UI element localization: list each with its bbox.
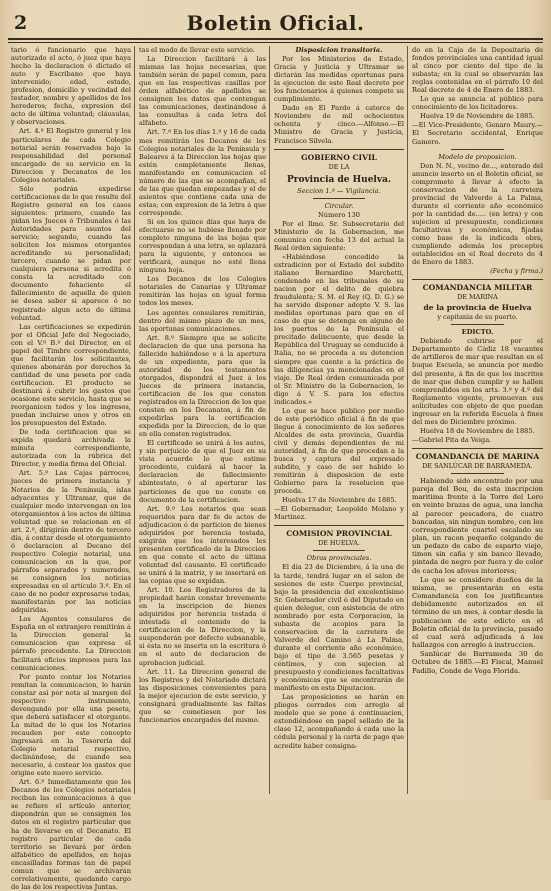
section-subheading: DE HUELVA. <box>318 539 360 548</box>
signature: (Fecha y firma.) <box>490 267 543 276</box>
paragraph: Huelva 17 de Noviembre de 1885. <box>282 496 397 505</box>
paragraph: Lo que se hace público por medio de este periódico oficial á fin de que llegue á conocimiento de los señores Alcaldes de esta provincia, Guardia civil y demás dependientes de mi autoridad, á fin de que procedan a la busca y captura del expresado subdito, y caso de ser habido lo remitirán á disposicion de este Gobierno para la resolucion que proceda. <box>274 406 404 496</box>
paragraph: Lo que se anuncia al público para conocimiento de los licitadores. <box>412 95 543 112</box>
page-header <box>8 10 543 36</box>
paragraph: Los Agentes consulares de España en el extranjero remitirán á la Direccion general la comunicacion que expresa el párrafo precedente. La Direccion facilitará oficios impresos para las comunicaciones. <box>11 615 131 672</box>
page-number: 2 <box>14 12 28 34</box>
short-divider <box>451 149 503 150</box>
section-subheading: y capitania de su puerto. <box>437 313 518 322</box>
section-heading: COMANDANCIA DE MARINA <box>415 451 540 461</box>
paragraph: Por el Ilmo. Sr. Subsecretario del Ministerio de la Gobernacion, me comunica con fecha 13 del actual la Real órden siguiente: <box>274 219 404 252</box>
column-2 <box>139 46 266 796</box>
paragraph: Las proposiciones se harán en pliegos cerrados con arreglo al modelo que se pone á continuacion, extendiéndose en papel sellado de la clase 12, acompañando á cada uno la cédula personal y la carta de pago que acredite haber consigna- <box>274 693 404 750</box>
paragraph: El dia 23 de Diciembre, á la una de la tarde, tendrá lugar en el salon de sesiones de este Cuerpo provincial, bajo la presidencia del excelentísimo Sr. Gobernador civil ó del Diputado en quien delegue, con asistencia de otro nombrado por esta Corporacion, la subasta de acopios para la conservacion de la carretera de Valverde del Camino á La Palma, durante el corriente año económico, bajo el tipo de 3.565 pesetas y céntimos, y con sujecion al presupuesto y condiciones facultativas y económicas que se encontrarán de manifiesto en esta Diputacion. <box>274 563 404 693</box>
column-divider <box>269 46 270 794</box>
paragraph: La Direccion facilitará á las mismas las hojas necesarias, que también serán de papel comun, para que en las respectivas casillas por órden alfabético de apellidos se consignen los datos que contengan las comunicaciones, destinándose á las consultas á cada letra del alfabeto. <box>139 55 266 128</box>
section-heading: COMISION PROVINCIAL <box>286 529 392 539</box>
section-heading: de la provincia de Huelva <box>423 303 532 313</box>
paragraph: Art. 6.º Inmediatamente que los Decanos de los Colegios notariales reciban las comunicaciones á que se refiere el artículo anterior, dispondrán que se consignen los datos en el registro particular que ha de llevarse en el Decanato. El registro particular de cada territorio se llevará por órden alfabético de apellidos, en hojas encasilladas formas tan de papel comun que se archivarán correlativamente, quedando cargo de las de los respectivas Juntas. <box>11 778 131 891</box>
section-divider <box>412 279 543 280</box>
paragraph: Si en los quince días que haya de efectuarse no se hubiese llenado por completo ninguna de las hojas que correspondan á una letra, se aplazará para la siguiente, y entonces se verificará, aunque no esté llena ninguna hoja. <box>139 217 266 275</box>
paragraph: Por los Ministerios de Estado, Gracia y Justicia y Ultramar se dictarán las medidas oportunas para la ejecucion de este Real decreto por los funcionarios á quienes compete su cumplimiento. <box>274 55 404 104</box>
section-divider <box>274 525 404 526</box>
paragraph: Por punto contar los Notarios remitan la comunicacion, lo harán constar así por nota al margen del respectivo instrumento, devengando por ella una peseta, que deberá satisfacer el otorgante. La mitad de lo que los Notarios recauden por este concepto ingresará en la Tesorería del Colegio notarial respectivo, declinándose, de cuando sea necesario, á costear los gastos que origine este nuevo servicio. <box>11 672 131 778</box>
section-divider <box>412 448 543 449</box>
signature: —El Vice-Presidente, Genaro Maury.—El Secretario accidental, Enrique Gamero. <box>412 121 543 146</box>
short-divider <box>451 324 503 325</box>
header-rule <box>8 38 543 40</box>
paragraph: Sólo podrán expedirse certificaciones de lo que resulte del Registro general en los casos siguientes: primero, cuando las pidan los Jueces ó Tribunales ó las Autoridades para asuntos del servicio; segundo, cuando las soliciten los mismos otorgantes acreditando su personalidad; tercero, cuando se pidan por cualquiera persona si acredita ó consta la acreditado con documento fehaciente el fallecimiento de aquella de quien se desea saber si aparece ó no registrado algun acto de última voluntad. <box>11 184 131 322</box>
paragraph: Art. 11. La Direccion general de los Registros y del Notariado dictará las disposiciones convenientes para la mejor ejecucion de este servicio, y consignará gradualmente las faltas que se cometiesen por los funcionarios encargados del mismo. <box>139 667 266 724</box>
paragraph: do en la Caja de la Depositaria de fondos provinciales una cantidad igual al cinco por ciento del tipo de la subasta; en la cual se observarán las reglas contenidas en el párrafo 10 del Real decreto de 4 de Enero de 1883. <box>412 46 543 95</box>
newspaper-title: Boletin Oficial. <box>186 11 365 35</box>
column-divider <box>134 46 135 794</box>
paragraph: Huelva 18 de Noviembre de 1885. <box>420 426 535 435</box>
section-heading: GOBIERNO CIVIL <box>301 152 377 162</box>
paragraph: Huelva 19 de Noviembre de 1885. <box>420 112 535 121</box>
paragraph: Debiendo cubrirse por el Departamento de Cádiz 18 vacantes de artilleros de mar que resultan en el buque Escuela, se anuncia por medio del presente, á fin de que los inscritos de mar que deben cumplir y se hallen comprendidos en los arts. 3.º y 4.º del Reglamento vigente, promuevan sus solicitudes con objeto de que puedan ingresar en la referida Escuela á fines del mes de Diciembre próximo. <box>412 337 543 426</box>
paragraph: Los Decanos de los Colegios notariales de Canarias y Ultramar remitirán las hojas en igual forma todos los meses. <box>139 275 266 308</box>
section-divider <box>274 149 404 150</box>
section-heading: Disposicion transitoria. <box>295 46 383 54</box>
section-subheading: Circular. <box>324 201 354 210</box>
column-4 <box>412 46 543 796</box>
circular-number: Número 130 <box>318 210 360 219</box>
paragraph: Don N. N., vecino de..., enterado del anuncio inserto en el Boletin oficial, se compromete á llevar á efecto la conservacion de la carretera provincial de Valverde á La Palma, durante el corriente año económico por la cantidad de..... (en letra) y con sujecion al presupuesto, condiciones facultativas y económicas, fijadas como base de la indicada obra, cumpliendo además los preceptos establecidos en el Real decreto de 4 de Enero de 1883. <box>412 161 543 267</box>
paragraph: Las certificaciones se expedirán por el Oficial Jefe del Negociado, con el V.º B.º del Director, en el papel del Timbre correspondiente, que facilitarán los solicitantes, quienes abonarán por derechos la cantidad de una peseta por cada certificacion. El producto se destinará á cubrir los gastos que ocasione este servicio, hasta que se reorganicen todos y los ingresos, puedan incluirse unos y otros en los presupuestos del Estado. <box>11 322 131 428</box>
paragraph: Lo que se considere dueños de la misma, se presentarán en esta Comandancia con los justificantes debidamente autorizados en el término de un mes, á contar desde la publicacion de este edicto en el Boletin oficial de la provincia, pasado el cual será adjudicada á los hallazgos con arreglo á instruccion. <box>412 575 543 650</box>
section-subheading: Modelo de proposicion. <box>438 152 517 161</box>
paragraph: «Habiéndose concedido la extradicion por el Estado del subdito italiano Bernardino Marchetti, condenado en las tribunales de su nacion por el delito de quiebra fraudulenta; S. M. el Rey (Q. D. G.) se ha servido disponer adopte V. S. las medidas oportunas para que en el caso de que se detenga en alguno de los puertos de la Península el precitado delincuente, que desde la República del Uruguay se conducido á Italia, no se proceda a su detencion siempre que cuente a la práctica de las diligencias ya mencionadas en el viaje. De Real órden comunicada por el Sr. Ministro de la Gobernacion, lo digo á V. S. para los efectos indicados.» <box>274 252 404 406</box>
section-subheading: DE LA <box>328 162 350 171</box>
paragraph: tas el modo de llevar este servicio. <box>139 46 255 54</box>
paragraph: De toda certificacion que se expida quedará archivada la minuta correspondiente, autorizada con la rúbrica del Director, y media firma del Oficial. <box>11 428 131 469</box>
section-subheading: DE SANLÚCAR DE BARRAMEDA. <box>422 461 533 470</box>
header-rule-thin <box>8 42 543 43</box>
paragraph: Art. 9.º Los notarios que sean requeridos para dar fe de actos de adjudicacion ó de particion de bienes adquiridos por herencia testada, exigirán que los interesados les presenten certificado de la Direccion en que conste el acto de última voluntad del causante. El certificado se unirá á la matriz, y se insertará en las copias que se expidan. <box>139 504 266 586</box>
short-divider <box>313 198 365 199</box>
section-heading: EDICTO. <box>461 328 494 337</box>
short-divider <box>451 473 503 474</box>
section-heading: Provincia de Huelva. <box>286 174 392 185</box>
section-heading: COMANDANCIA MILITAR <box>422 283 533 293</box>
paragraph: Art. 10. Los Registradores de la propiedad harán constar brevemente en la inscripcion de bienes adquiridos por herencia testada ó intestada el contenido de la certificacion de la Direccion, y la suspenderán por defecto subsanable, si ésta no se inserta en la escritura ó en el auto de declaracion de aprobacion judicial. <box>139 586 266 667</box>
paragraph: Art. 7.º En los días 1.º y 16 de cada mes remitirán los Decanos de los Colegios notariales de la Península y Baleares á la Direccion las hojas que estén completamente llenas, manifestando en comunicacion el número de las que se acompañan, el de las que quedan empezadas y el de asientos que contiene cada una de estas; con expresion de la letra á que corresponde. <box>139 128 266 217</box>
paragraph: Sanlúcar de Barrameda 30 de Octubre de 1885.—El Fiscal, Manuel Padillo, Conde de Vega Florida. <box>412 650 543 675</box>
paragraph: Art. 5.º Las Cajas párrocos, jueces de primera instancia y Notarios de la Península, islas adyacentes y Ultramar, que de cualquier modo intervengan en los otorgamientos á los actos de última voluntad que se relacionan en el art. 2.º, dirigirán dentro de tercero día, á contar desde el otorgamiento ó declaracion al Decano del respectivo Colegio notarial, una comunicacion en la que, por párrafos separados y numerados, se consignen los noticias expresadas en el artículo 3.º. En el caso de no poder expresarse todas, manifestarán por las noticias adquiridas. <box>11 469 131 615</box>
column-3 <box>274 46 404 796</box>
paragraph: Dado en El Pardo á catorce de Noviembre de mil ochocientos ochenta y cinco.—Alfonso.—El Ministro de Gracia y Justicia, Francisco Silvela. <box>274 104 404 145</box>
paragraph: tario ó funcionario que haya autorizado el acto, ó juez que haya hecho la declaracion ó dictado el auto y Escribano que haya intervenido; edad, estado, profesion, domicilio y vecindad del testador, nombre y apellidos de los herederos; fecha, expresion del acto de última voluntad; cláusulas, y observaciones. <box>11 46 131 127</box>
section-subheading: DE MARINA <box>457 293 498 302</box>
section-subheading: Obras provinciales. <box>306 554 372 563</box>
column-divider <box>407 46 408 794</box>
paragraph: Los agentes consulares remitirán, dentro del mismo plazo de un mes, las oportunas comunicaciones. <box>139 308 266 333</box>
column-1 <box>11 46 131 891</box>
signature: —Gabriel Pita da Veiga. <box>412 435 492 444</box>
section-subheading: Seccion 1.ª — Vigilancia. <box>297 186 381 195</box>
paragraph: Habiendo sido encontrado por una pareja del Bou, de esta inscripcion maritima frente á la Torre del Loro en veinte brazas de agua, una lancha al parecer pescadora, de cuatro bancadas, sin ningun nombre, con los correspondiente cuartel escalado su plan, un racon pequeño colgando de un pedazo de cabo de esparto viejo, timon sin caña y sin banco llevado, pintada de negro por fuera y de color de cacha los afoves interiores; <box>412 476 543 575</box>
short-divider <box>313 550 365 551</box>
paragraph: El certificado se unirá á los autos, y sin perjuicio de que el Juez en su vista acuerde lo que estime procedente, cuidará al hacer la declaracion de fallecimiento abintestato, ó al aperturar las particiones de que no conste en documento de la certificacion. <box>139 439 266 504</box>
paragraph: Art. 8.º Siempre que se solicite declaracion de que una persona ha fallecido habiéndose o á la apertura de un expediente, para que la autoridad de los testamentos otorgados, dispondrá el Juez á los Jueces de primera instancia, certificacion de los que consten registrados en la Direccion de los que consten en los Decanatos, á fin de expedirlas para la certificacion expedida por la Direccion, de lo que en ella consten registrados. <box>139 333 266 439</box>
paragraph: Art. 4.º El Registro general y los particulares de cada Colegio notarial serán reservados bajo la responsabilidad del personal encargado de su servicio en la Direccion y Decanatos de los Colegios notariales. <box>11 127 131 184</box>
signature: —El Gobernador, Leopoldo Molano y Martinez. <box>274 505 404 522</box>
